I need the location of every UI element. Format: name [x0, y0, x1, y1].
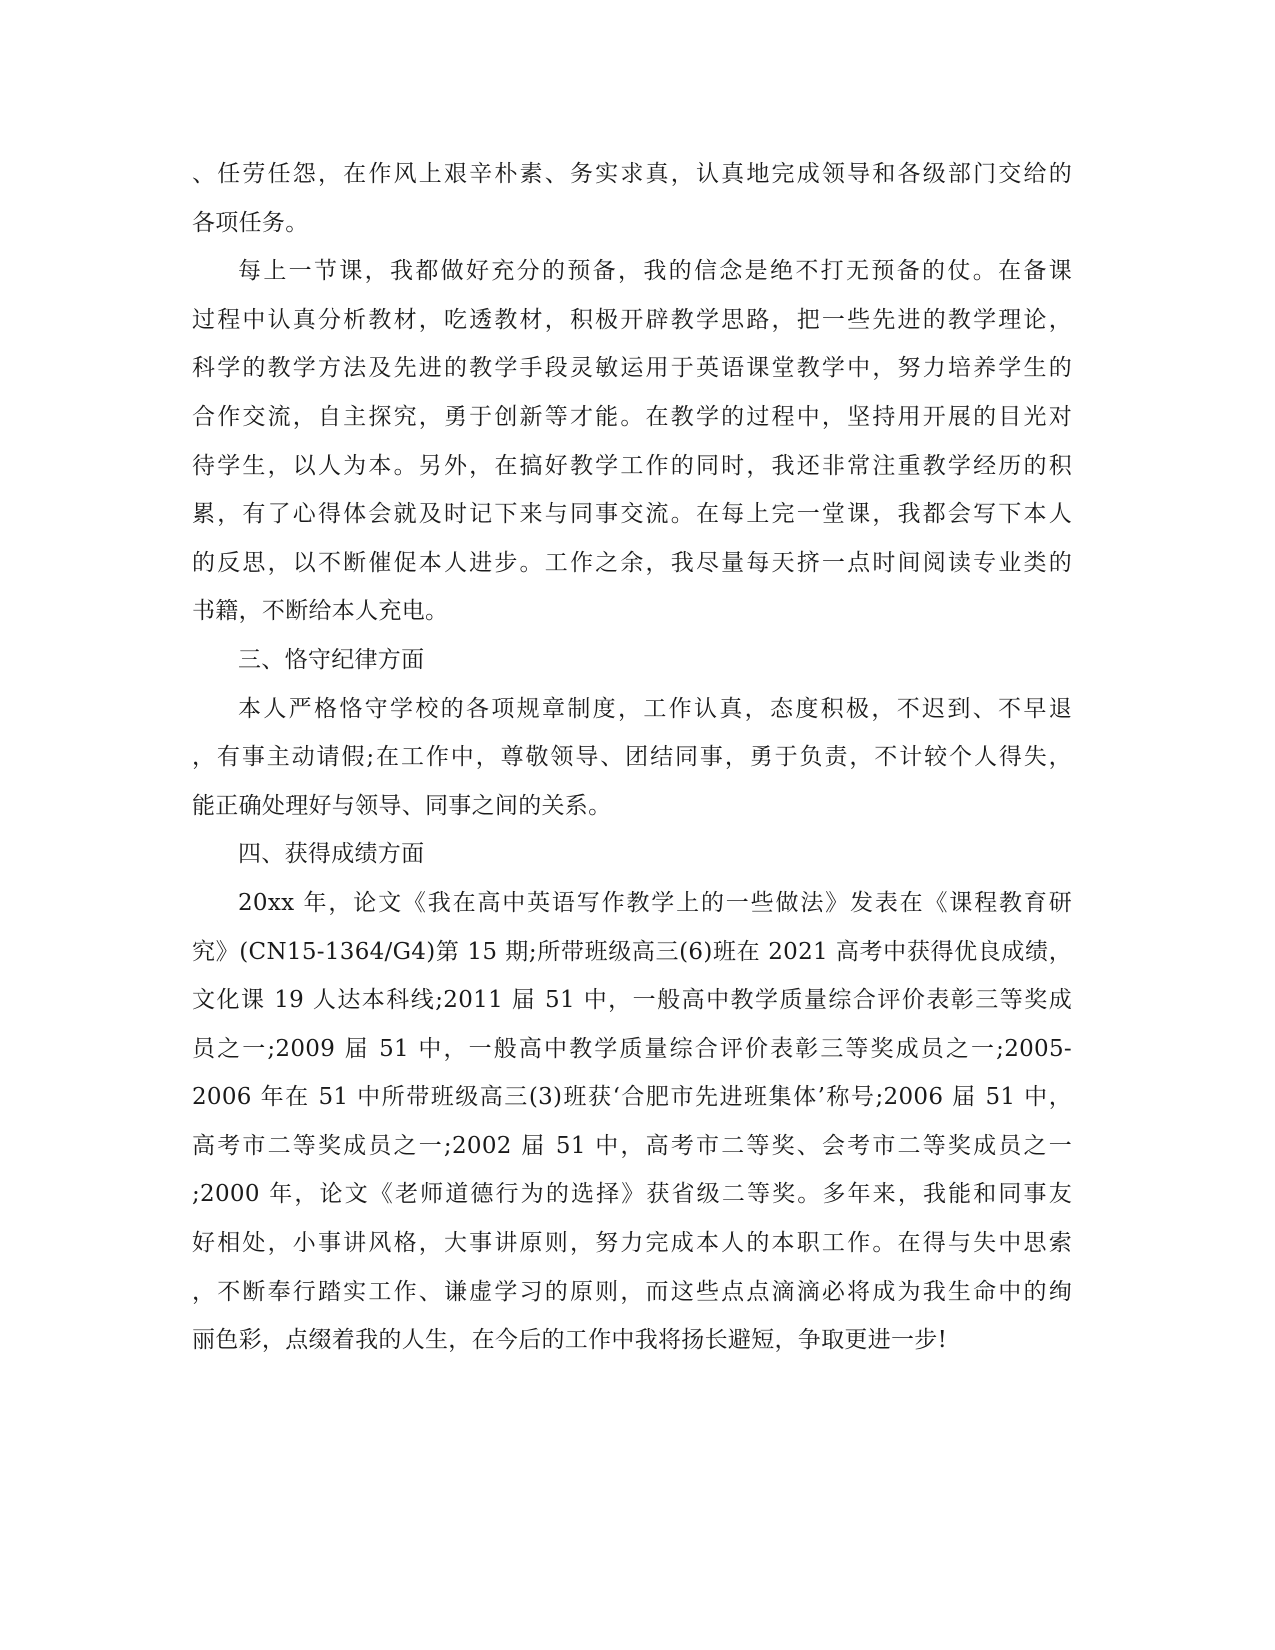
text-line: ，有事主动请假;在工作中，尊敬领导、团结同事，勇于负责，不计较个人得失， — [192, 744, 1072, 771]
text-line: 、任劳任怨，在作风上艰辛朴素、务实求真，认真地完成领导和各级部门交给的 — [192, 161, 1072, 187]
text-line: 每上一节课，我都做好充分的预备，我的信念是绝不打无预备的仗。在备课 — [238, 258, 1072, 285]
text-line: 究》(CN15-1364/G4)第 15 期;所带班级高三(6)班在 2021 高考中获得优良成绩， — [192, 938, 1072, 965]
text-line: 累，有了心得体会就及时记下来与同事交流。在每上完一堂课，我都会写下本人 — [192, 501, 1072, 528]
text-line: ;2000 年，论文《老师道德行为的选择》获省级二等奖。多年来，我能和同事友 — [192, 1181, 1072, 1208]
paragraph-teaching — [192, 247, 1072, 636]
text-line: 科学的教学方法及先进的教学手段灵敏运用于英语课堂教学中，努力培养学生的 — [192, 355, 1072, 382]
text-line: 合作交流，自主探究，勇于创新等才能。在教学的过程中，坚持用开展的目光对 — [192, 403, 1072, 430]
text-line: 能正确处理好与领导、同事之间的关系。 — [192, 792, 612, 819]
text-line: 好相处，小事讲风格，大事讲原则，努力完成本人的本职工作。在得与失中思索 — [192, 1230, 1072, 1257]
section-heading-achievements — [192, 830, 1072, 879]
text-line: 的反思，以不断催促本人进步。工作之余，我尽量每天挤一点时间阅读专业类的 — [192, 549, 1072, 576]
section-heading-discipline — [192, 636, 1072, 685]
text-line: 过程中认真分析教材，吃透教材，积极开辟教学思路，把一些先进的教学理论， — [192, 306, 1072, 333]
text-line: 书籍，不断给本人充电。 — [192, 598, 449, 625]
document-body — [192, 150, 1072, 1365]
text-line: 2006 年在 51 中所带班级高三(3)班获‘合肥市先进班集体’称号;2006 届 51 中， — [192, 1084, 1072, 1111]
section-heading-text: 三、恪守纪律方面 — [238, 646, 425, 673]
text-line: 员之一;2009 届 51 中，一般高中教学质量综合评价表彰三等奖成员之一;2005- — [192, 1035, 1072, 1062]
text-line: 文化课 19 人达本科线;2011 届 51 中，一般高中教学质量综合评价表彰三等奖成 — [192, 987, 1072, 1014]
text-line: 20xx 年，论文《我在高中英语写作教学上的一些做法》发表在《课程教育研 — [238, 889, 1072, 916]
text-line: ，不断奉行踏实工作、谦虚学习的原则，而这些点点滴滴必将成为我生命中的绚 — [192, 1278, 1072, 1305]
paragraph-achievements — [192, 879, 1072, 1365]
text-line: 本人严格恪守学校的各项规章制度，工作认真，态度积极，不迟到、不早退 — [238, 695, 1072, 722]
text-line: 待学生，以人为本。另外，在搞好教学工作的同时，我还非常注重教学经历的积 — [192, 452, 1072, 479]
paragraph-discipline — [192, 685, 1072, 831]
paragraph-continuation — [192, 150, 1072, 247]
text-line: 高考市二等奖成员之一;2002 届 51 中，高考市二等奖、会考市二等奖成员之一 — [192, 1132, 1072, 1159]
section-heading-text: 四、获得成绩方面 — [238, 841, 425, 868]
text-line: 各项任务。 — [192, 209, 309, 236]
text-line: 丽色彩，点缀着我的人生，在今后的工作中我将扬长避短，争取更进一步! — [192, 1327, 948, 1354]
